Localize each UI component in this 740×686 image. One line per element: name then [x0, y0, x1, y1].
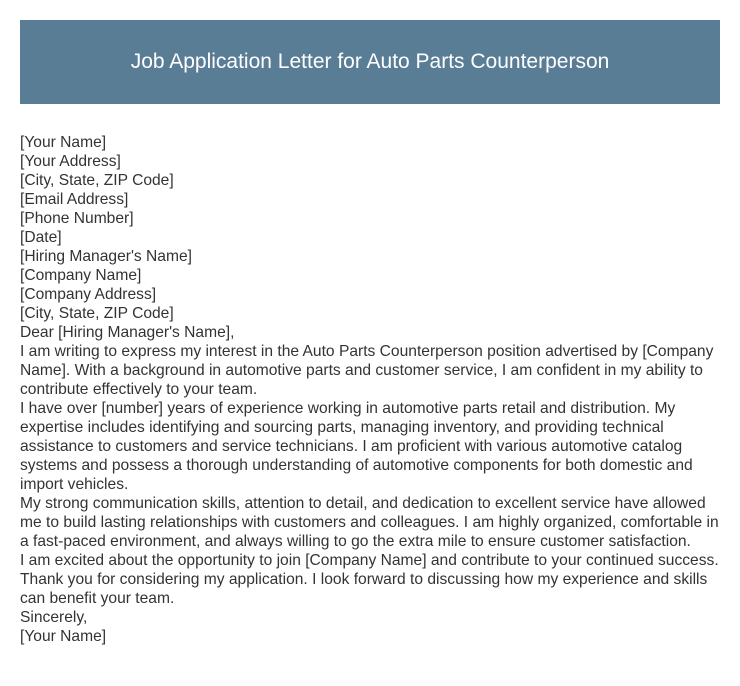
header-banner [20, 20, 720, 104]
recipient-hiring-manager: [Hiring Manager's Name] [20, 248, 192, 265]
page-title: Job Application Letter for Auto Parts Counterperson [130, 50, 610, 73]
sender-block [20, 133, 725, 228]
closing: Sincerely, [20, 609, 88, 626]
paragraph-skills: My strong communication skills, attention to detail, and dedication to excellent service have allowed me to build lasting relationships with customers and colleagues. I am highly organized, comfortable in a fast-paced environment, and always willing to go the extra mile to ensure customer satisfaction. [20, 495, 719, 550]
letter-date: [Date] [20, 229, 62, 246]
sender-name: [Your Name] [20, 134, 107, 151]
recipient-city-state-zip: [City, State, ZIP Code] [20, 305, 174, 322]
letter-body [20, 133, 725, 646]
sender-phone: [Phone Number] [20, 210, 134, 227]
sender-city-state-zip: [City, State, ZIP Code] [20, 172, 174, 189]
salutation: Dear [Hiring Manager's Name], [20, 324, 235, 341]
recipient-company-address: [Company Address] [20, 286, 157, 303]
recipient-block [20, 247, 725, 323]
sender-address: [Your Address] [20, 153, 121, 170]
paragraph-intro: I am writing to express my interest in the Auto Parts Counterperson position advertised by [Company Name]. With a background in automotive parts and customer service, I am confident in my ability to contribute effectively to your team. [20, 343, 714, 398]
recipient-company-name: [Company Name] [20, 267, 142, 284]
sender-email: [Email Address] [20, 191, 129, 208]
paragraph-experience: I have over [number] years of experience working in automotive parts retail and distribution. My expertise includes identifying and sourcing parts, managing inventory, and providing technical assistance to customers and service technicians. I am proficient with various automotive catalog systems and possess a thorough understanding of automotive components for both domestic and import vehicles. [20, 400, 693, 493]
paragraph-closing: I am excited about the opportunity to join [Company Name] and contribute to your continued success. Thank you for considering my application. I look forward to discussing how my experience and skills can benefit your team. [20, 552, 719, 607]
signature: [Your Name] [20, 628, 107, 645]
